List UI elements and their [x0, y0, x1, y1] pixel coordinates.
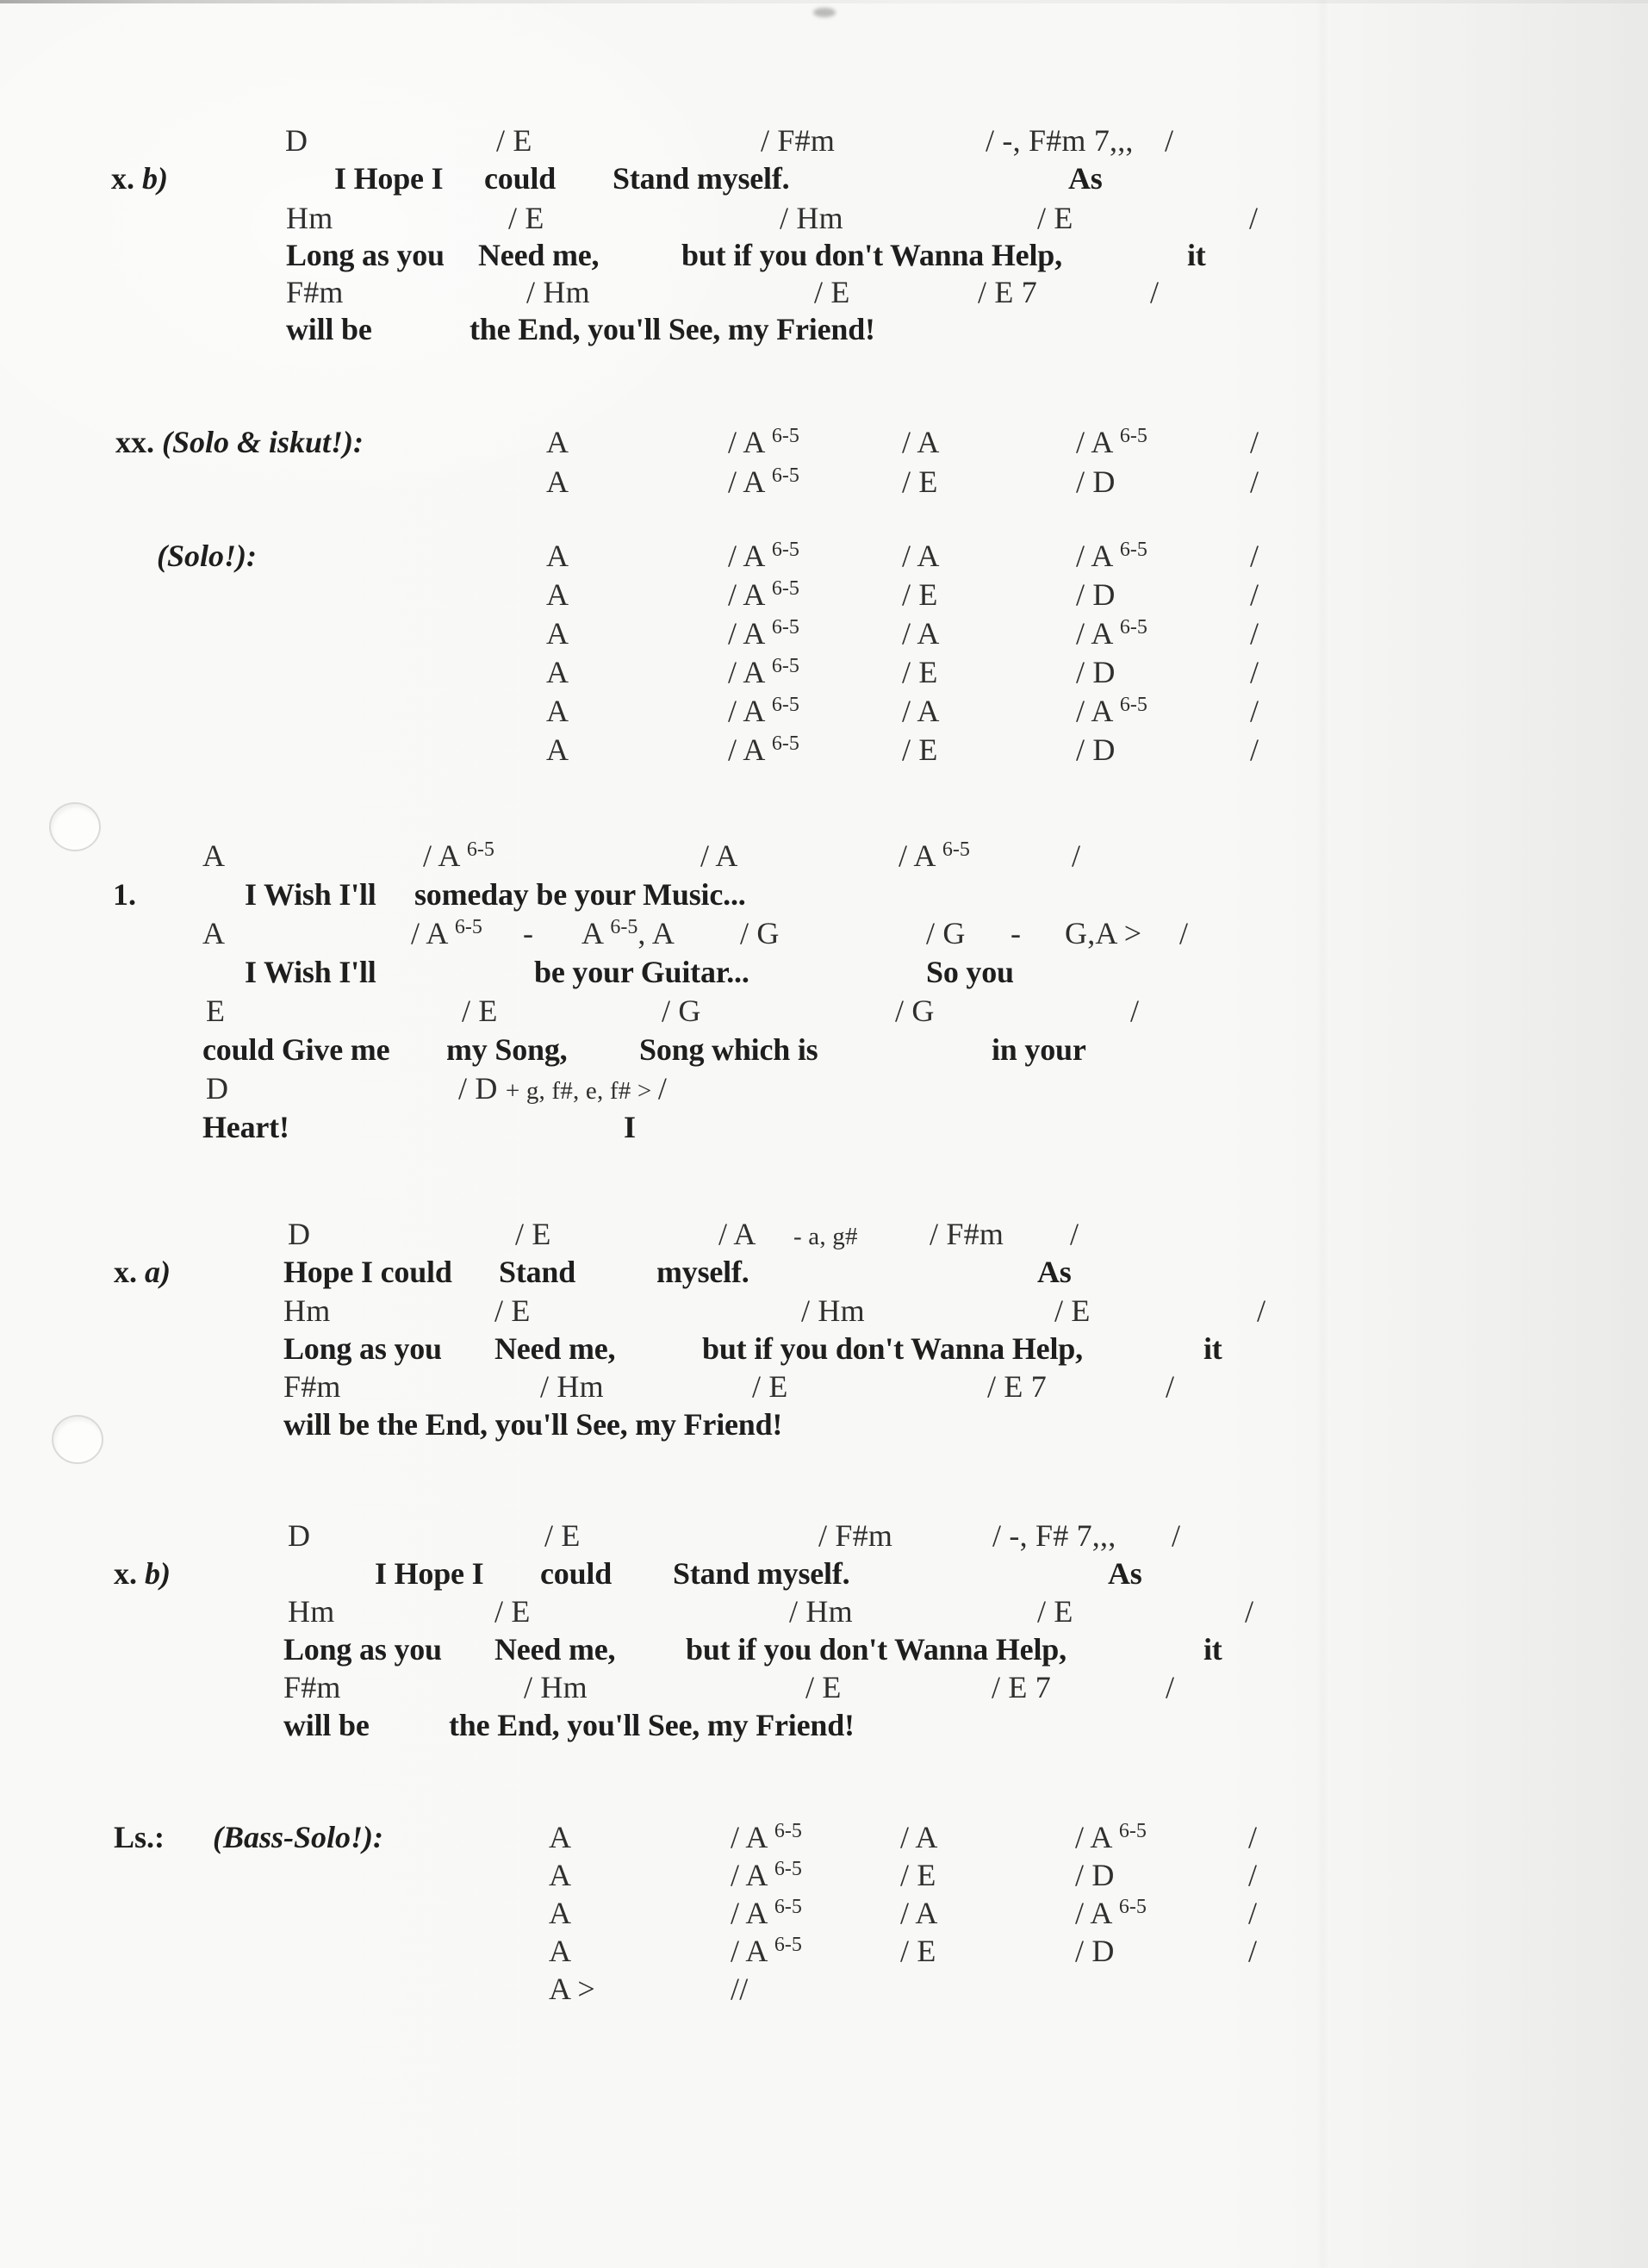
lyric-token: Need me,	[494, 1331, 616, 1366]
chord-token: / A $^{6-5}$	[728, 732, 799, 767]
chord-token: /	[1249, 201, 1259, 235]
sheet-line	[0, 1820, 1648, 1861]
lyric-token: in your	[992, 1032, 1086, 1067]
sheet-line	[0, 1708, 1648, 1749]
lyric-token: As	[1108, 1556, 1142, 1591]
chord-token: / A	[902, 425, 940, 459]
sheet-line	[0, 1110, 1648, 1151]
chord-token: A	[546, 464, 569, 499]
chord-token: F#m	[283, 1369, 341, 1404]
chord-token: / A $^{6-5}$	[728, 539, 799, 573]
chord-token: -	[1011, 916, 1022, 950]
chord-token: / E 7	[978, 275, 1037, 309]
chord-token: - a, g#	[793, 1223, 858, 1250]
sheet-line	[0, 655, 1648, 696]
chord-token: /	[1172, 1518, 1181, 1553]
chord-token: / E	[496, 123, 532, 158]
chord-token: / A	[902, 539, 940, 573]
chord-token: / -, F#m 7,,,	[986, 123, 1134, 158]
lyric-token: I Hope I	[375, 1556, 484, 1591]
lyric-token: could	[484, 161, 557, 196]
chord-token: / D	[1076, 464, 1116, 499]
chord-token: / E	[1037, 1594, 1073, 1629]
lyric-token: will be	[286, 312, 372, 346]
chord-token: / A $^{6-5}$	[1076, 425, 1147, 459]
lyric-token: could	[540, 1556, 613, 1591]
chord-token: / F#m	[930, 1217, 1004, 1251]
sheet-line	[0, 275, 1648, 316]
lyric-token: As	[1068, 161, 1103, 196]
chord-token: /	[1179, 916, 1189, 950]
lyric-token: could Give me	[202, 1032, 390, 1067]
chord-token: / A $^{6-5}$	[728, 577, 799, 612]
chord-token: /	[1130, 994, 1140, 1028]
chord-token: / A $^{6-5}$	[728, 464, 799, 499]
chord-token: /	[1248, 1896, 1258, 1930]
chord-token: / A	[900, 1820, 938, 1854]
sheet-line	[0, 1594, 1648, 1636]
sheet-line	[0, 1217, 1648, 1258]
chord-token: / Hm	[524, 1670, 588, 1704]
chord-token: Hm	[286, 201, 333, 235]
sheet-line	[0, 1331, 1648, 1373]
chord-token: / A $^{6-5}$	[899, 838, 970, 873]
chord-token: /	[1166, 1670, 1175, 1704]
chord-token: / D + g, f#, e, f# > /	[458, 1071, 668, 1106]
chord-token: / A	[900, 1896, 938, 1930]
lyric-token: Long as you	[286, 238, 445, 272]
sheet-line	[0, 123, 1648, 165]
chord-token: E	[206, 994, 226, 1028]
sheet-line	[0, 838, 1648, 880]
chord-token: / E	[515, 1217, 551, 1251]
chord-token: D	[288, 1217, 311, 1251]
chord-token: / Hm	[526, 275, 590, 309]
sheet-line	[0, 1670, 1648, 1711]
lyric-token: someday be your Music...	[414, 877, 746, 912]
chord-token: /	[1070, 1217, 1079, 1251]
chord-token: / F#m	[761, 123, 836, 158]
chord-token: A	[549, 1820, 572, 1854]
sheet-line	[0, 1518, 1648, 1560]
chord-token: A	[202, 838, 226, 873]
chord-token: Hm	[283, 1293, 331, 1328]
lyric-token: will be	[283, 1708, 370, 1742]
chord-token: / A	[718, 1217, 756, 1251]
sheet-line	[0, 1934, 1648, 1975]
lyric-token: So you	[926, 955, 1014, 989]
chord-token: / A $^{6-5}$	[731, 1896, 802, 1930]
lyric-token: Stand	[499, 1255, 576, 1289]
chord-token: / A $^{6-5}$	[1075, 1896, 1147, 1930]
sheet-line	[0, 916, 1648, 957]
chord-token: A	[549, 1896, 572, 1930]
chord-token: Hm	[288, 1594, 335, 1629]
sheet-line	[0, 425, 1648, 466]
chord-token: F#m	[283, 1670, 341, 1704]
chord-token: / A $^{6-5}$	[728, 425, 799, 459]
chord-token: / Hm	[801, 1293, 865, 1328]
sheet-line	[0, 238, 1648, 279]
chord-token: / G	[740, 916, 780, 950]
chord-token: / E	[902, 464, 938, 499]
lyric-token: Stand myself.	[613, 161, 790, 196]
chord-token: A	[546, 694, 569, 728]
chord-token: /	[1248, 1820, 1258, 1854]
sheet-line	[0, 1255, 1648, 1296]
chord-token: / E	[462, 994, 498, 1028]
lyric-token: but if you don't Wanna Help,	[702, 1331, 1083, 1366]
chord-token: A	[546, 616, 569, 651]
lyric-token: Song which is	[639, 1032, 818, 1067]
section-label: x. b)	[114, 1556, 171, 1591]
sheet-line	[0, 1896, 1648, 1937]
chord-token: / E	[1054, 1293, 1091, 1328]
chord-token: /	[1257, 1293, 1266, 1328]
chord-token: / A $^{6-5}$	[1075, 1820, 1147, 1854]
chord-token: / Hm	[789, 1594, 853, 1629]
chord-token: A	[549, 1858, 572, 1892]
sheet-line	[0, 994, 1648, 1035]
sheet-line	[0, 694, 1648, 735]
chord-token: A	[546, 425, 569, 459]
sheet-line	[0, 877, 1648, 919]
lyric-token: I Wish I'll	[245, 877, 376, 912]
chord-token: /	[1250, 577, 1259, 612]
chord-token: D	[206, 1071, 229, 1106]
chord-token: / Hm	[780, 201, 843, 235]
sheet-line	[0, 1556, 1648, 1598]
chord-token: / E	[1037, 201, 1073, 235]
sheet-line	[0, 1632, 1648, 1673]
chord-token: / E	[805, 1670, 842, 1704]
chord-token: / E 7	[987, 1369, 1047, 1404]
chord-token: G,A >	[1065, 916, 1142, 950]
lyric-token: it	[1203, 1632, 1222, 1667]
chord-token: D	[285, 123, 308, 158]
section-label: 1.	[113, 877, 136, 912]
chord-token: /	[1250, 425, 1259, 459]
lyric-token: will be the End, you'll See, my Friend!	[283, 1407, 783, 1442]
chord-token: /	[1072, 838, 1081, 873]
chord-token: / A $^{6-5}$	[411, 916, 482, 950]
chord-token: A	[546, 539, 569, 573]
chord-token: /	[1250, 655, 1259, 689]
section-label: x. b)	[111, 161, 168, 196]
chord-token: / F#m	[818, 1518, 893, 1553]
chord-token: //	[731, 1972, 749, 2006]
section-label: (Solo!):	[157, 539, 257, 573]
sheet-line	[0, 1407, 1648, 1449]
sheet-line	[0, 1293, 1648, 1335]
chord-token: /	[1250, 732, 1259, 767]
lyric-token: Heart!	[202, 1110, 289, 1144]
chord-token: -	[523, 916, 534, 950]
chord-token: / A $^{6-5}$	[1076, 694, 1147, 728]
section-label: xx. (Solo & iskut!):	[115, 425, 364, 459]
chord-token: / G	[662, 994, 701, 1028]
lyric-token: I	[624, 1110, 636, 1144]
chord-token: / E 7	[992, 1670, 1051, 1704]
sheet-line	[0, 1972, 1648, 2013]
sheet-line	[0, 464, 1648, 506]
chord-token: / A $^{6-5}$	[728, 616, 799, 651]
section-label: x. a)	[114, 1255, 171, 1289]
lyric-token: my Song,	[446, 1032, 568, 1067]
chord-token: F#m	[286, 275, 344, 309]
chord-token: / E	[544, 1518, 581, 1553]
sheet-line	[0, 955, 1648, 996]
sheet-line	[0, 577, 1648, 619]
chord-token: A	[546, 655, 569, 689]
chord-token: /	[1250, 694, 1259, 728]
chord-token: /	[1245, 1594, 1254, 1629]
chord-token: / E	[814, 275, 850, 309]
chord-token: / -, F# 7,,,	[992, 1518, 1116, 1553]
chord-token: /	[1250, 616, 1259, 651]
lyric-token: As	[1037, 1255, 1072, 1289]
chord-token: A >	[549, 1972, 595, 2006]
lyric-token: but if you don't Wanna Help,	[681, 238, 1062, 272]
section-label: Ls.:	[114, 1820, 165, 1854]
chord-token: / E	[902, 577, 938, 612]
chord-token: /	[1150, 275, 1160, 309]
lyric-token: Long as you	[283, 1331, 442, 1366]
chord-token: A	[202, 916, 226, 950]
chord-token: / D	[1075, 1858, 1115, 1892]
chord-token: / Hm	[540, 1369, 604, 1404]
chord-token: / D	[1075, 1934, 1115, 1968]
sheet-line	[0, 616, 1648, 657]
chord-token: / E	[494, 1293, 531, 1328]
lyric-token: Need me,	[478, 238, 600, 272]
lyric-token: Hope I could	[283, 1255, 452, 1289]
sheet-line	[0, 1369, 1648, 1411]
chord-token: / A	[902, 616, 940, 651]
chord-token: /	[1250, 539, 1259, 573]
lyric-token: the End, you'll See, my Friend!	[470, 312, 875, 346]
lyric-token: but if you don't Wanna Help,	[686, 1632, 1067, 1667]
chord-token: / E	[494, 1594, 531, 1629]
chord-token: /	[1250, 464, 1259, 499]
chord-token: /	[1248, 1934, 1258, 1968]
lyric-token: Need me,	[494, 1632, 616, 1667]
chord-token: / G	[926, 916, 966, 950]
sheet-line	[0, 161, 1648, 202]
chord-token: /	[1166, 1369, 1175, 1404]
lyric-token: I Hope I	[334, 161, 444, 196]
chord-token: / E	[508, 201, 544, 235]
chord-token: A $^{6-5}$, A	[581, 916, 675, 950]
chord-token: / A $^{6-5}$	[1076, 539, 1147, 573]
chord-token: A	[546, 577, 569, 612]
chord-token: A	[546, 732, 569, 767]
sheet-line	[0, 312, 1648, 353]
chord-token: / A $^{6-5}$	[1076, 616, 1147, 651]
lyric-token: Stand myself.	[673, 1556, 850, 1591]
sheet-line	[0, 732, 1648, 774]
chord-token: / G	[895, 994, 935, 1028]
lyric-token: I Wish I'll	[245, 955, 376, 989]
chord-token: / A $^{6-5}$	[423, 838, 494, 873]
chord-token: / A $^{6-5}$	[728, 655, 799, 689]
chord-token: / D	[1076, 732, 1116, 767]
chord-token: /	[1165, 123, 1174, 158]
chord-token: / E	[900, 1934, 936, 1968]
sheet-line	[0, 1858, 1648, 1899]
chord-token: / D	[1076, 577, 1116, 612]
chord-token: / A $^{6-5}$	[731, 1858, 802, 1892]
sheet-line	[0, 1032, 1648, 1074]
lyric-token: myself.	[656, 1255, 749, 1289]
chord-token: / E	[900, 1858, 936, 1892]
chord-token: / E	[752, 1369, 788, 1404]
lyric-token: the End, you'll See, my Friend!	[449, 1708, 855, 1742]
chord-token: / E	[902, 732, 938, 767]
section-label: (Bass-Solo!):	[213, 1820, 384, 1854]
chord-token: / A $^{6-5}$	[731, 1820, 802, 1854]
chord-token: / A $^{6-5}$	[728, 694, 799, 728]
chord-token: / D	[1076, 655, 1116, 689]
sheet-line	[0, 1071, 1648, 1112]
chord-token: / E	[902, 655, 938, 689]
lyric-token: it	[1187, 238, 1206, 272]
chord-token: / A	[700, 838, 738, 873]
chord-token: /	[1248, 1858, 1258, 1892]
sheet-line	[0, 539, 1648, 580]
chord-token: / A $^{6-5}$	[731, 1934, 802, 1968]
lyric-token: Long as you	[283, 1632, 442, 1667]
lyric-token: it	[1203, 1331, 1222, 1366]
chord-token: A	[549, 1934, 572, 1968]
chord-token: D	[288, 1518, 311, 1553]
sheet-line	[0, 201, 1648, 242]
lyric-token: be your Guitar...	[534, 955, 749, 989]
chord-token: / A	[902, 694, 940, 728]
